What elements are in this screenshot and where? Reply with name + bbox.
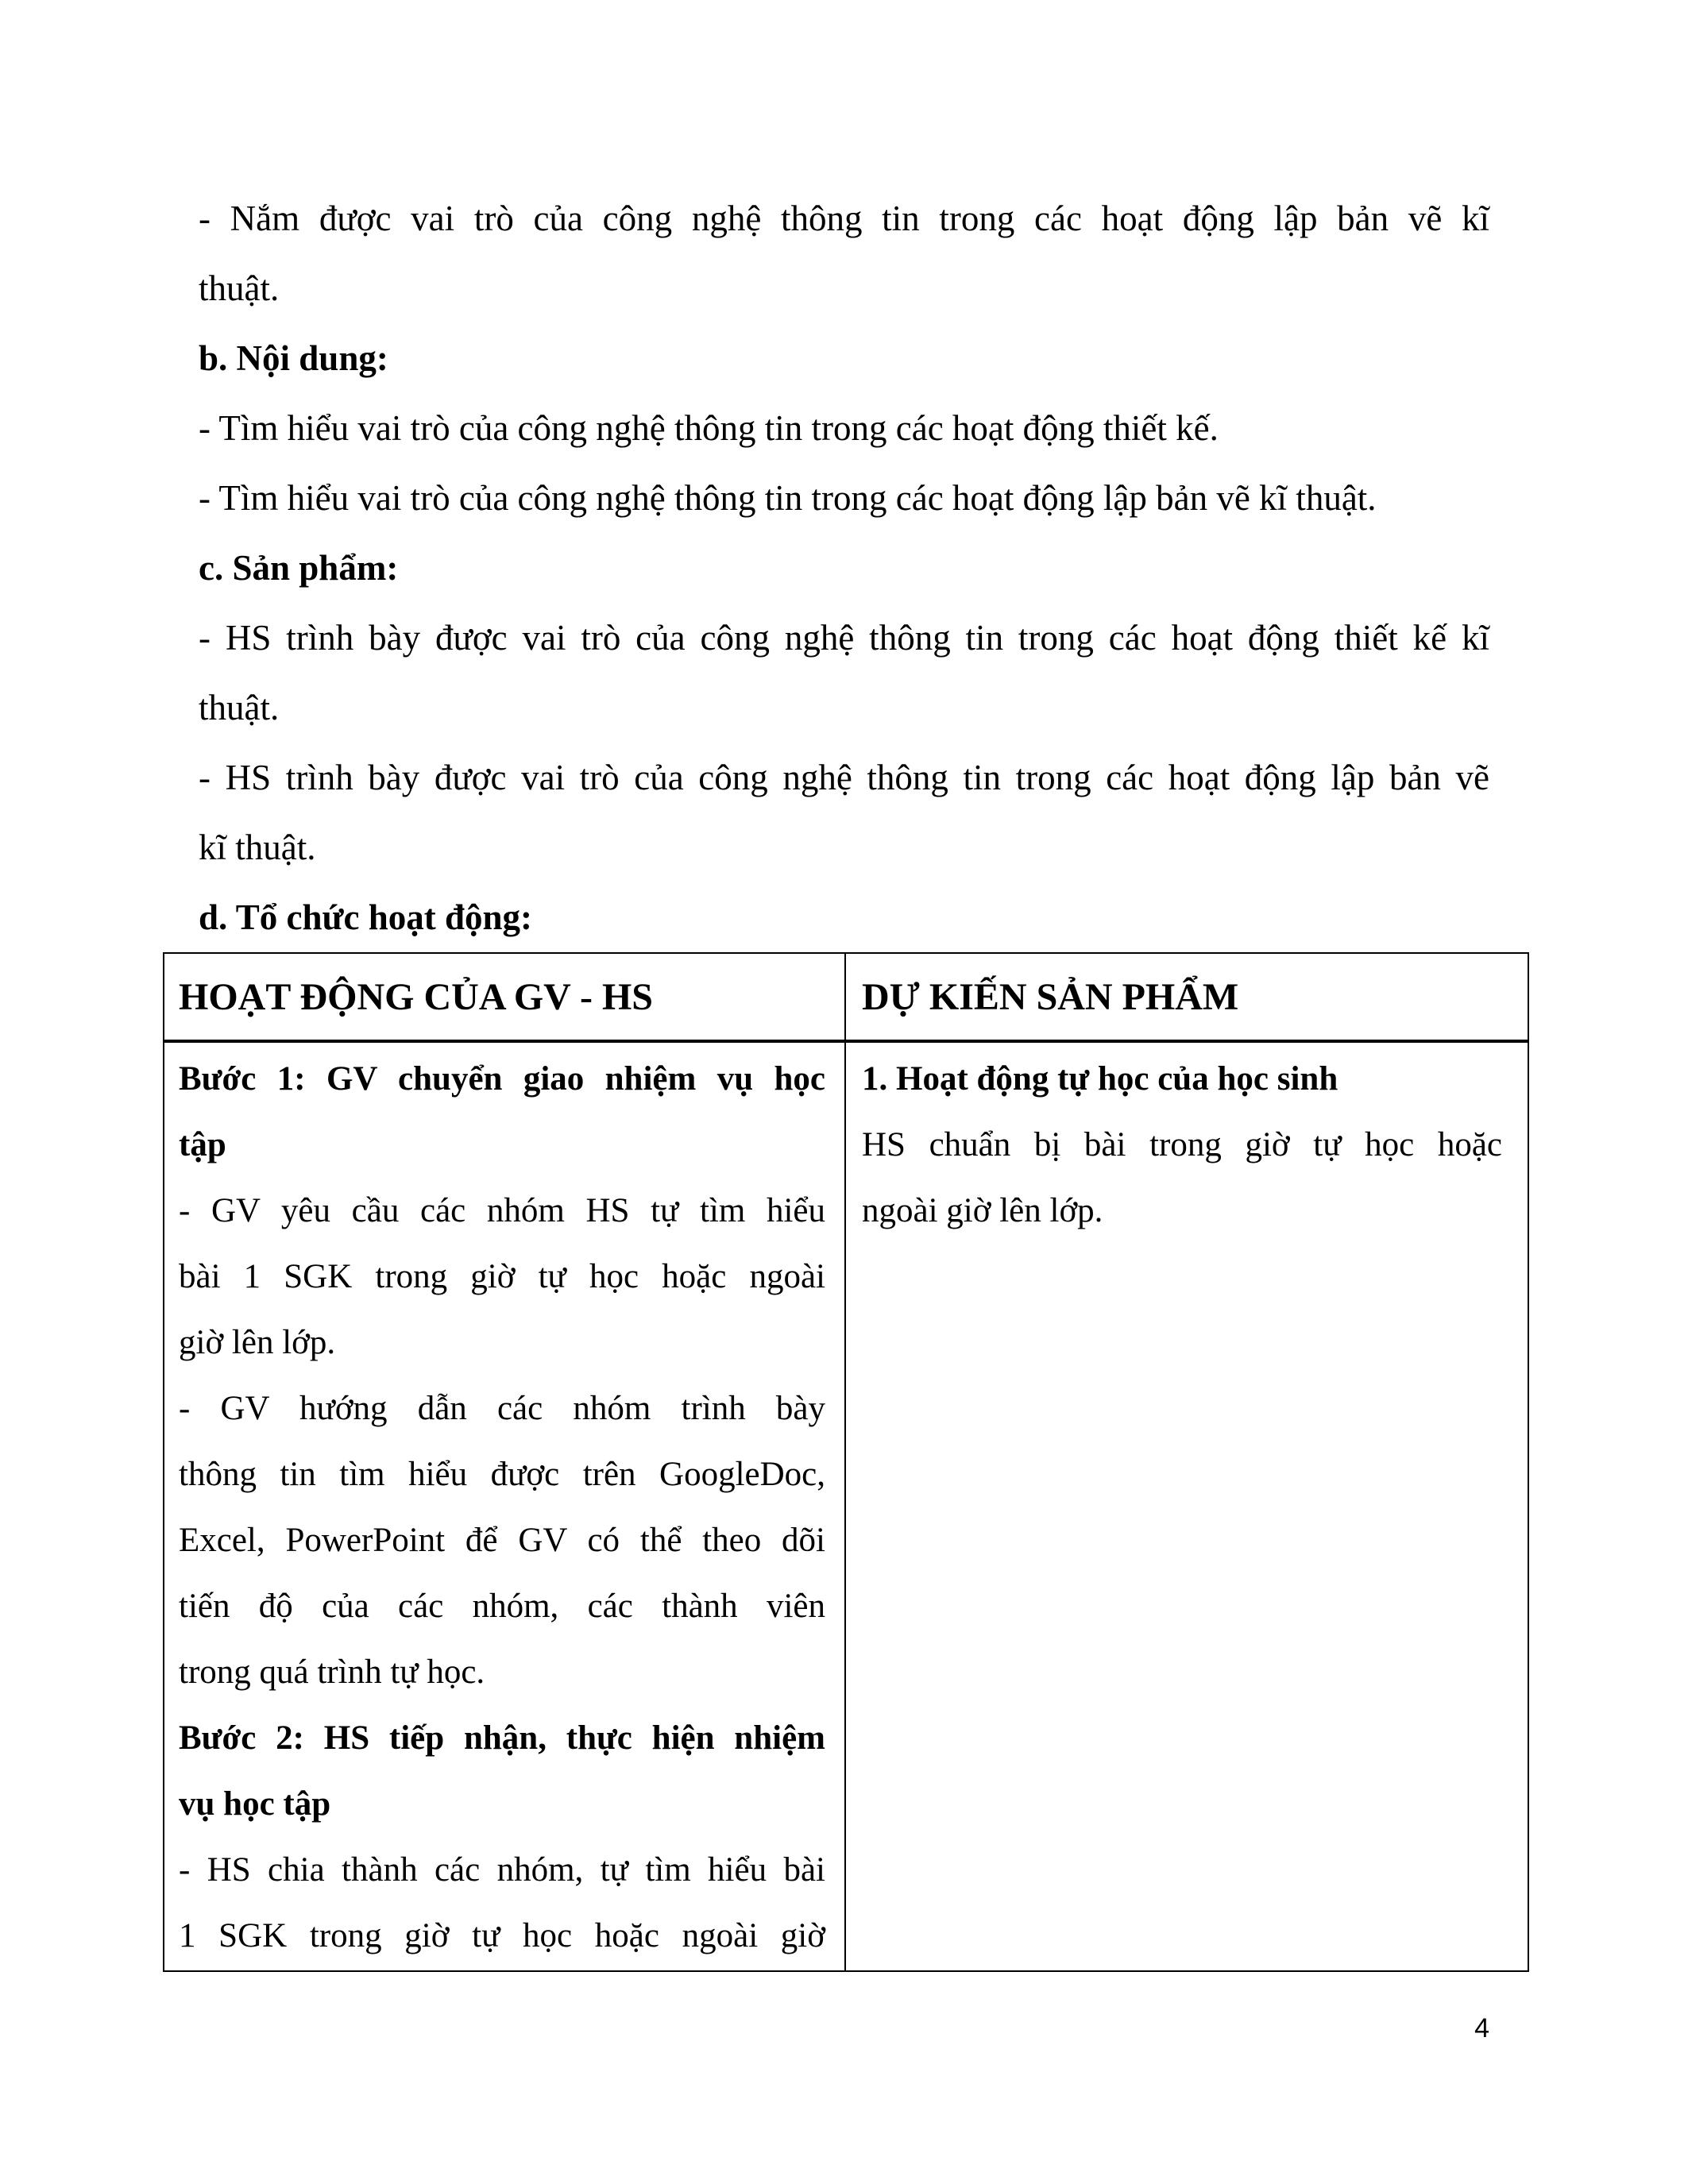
page-number: 4 (1474, 2013, 1489, 2043)
activities-cell (164, 1043, 846, 1970)
body-line: kĩ thuật. (199, 828, 316, 867)
body-line: - HS trình bày được vai trò của công nghệ thông tin trong các hoạt động lập bản vẽ (199, 758, 1489, 797)
table-cell-line: 1 SGK trong giờ tự học hoặc ngoài giờ (179, 1917, 825, 1954)
table-cell-line: - GV hướng dẫn các nhóm trình bày (179, 1390, 825, 1427)
section-heading-to-chuc-hoat-dong: d. Tổ chức hoạt động: (199, 897, 533, 937)
body-line: thuật. (199, 268, 280, 308)
section-heading-noi-dung: b. Nội dung: (199, 338, 388, 378)
body-text (199, 183, 1489, 952)
section-heading-san-pham: c. Sản phẩm: (199, 548, 399, 588)
table-cell-line: - GV yêu cầu các nhóm HS tự tìm hiểu (179, 1192, 825, 1229)
table-cell-line: trong quá trình tự học. (179, 1653, 485, 1691)
table-header-row (164, 954, 1528, 1043)
table-body-row (164, 1043, 1528, 1970)
table-cell-line: tiến độ của các nhóm, các thành viên (179, 1588, 825, 1625)
body-line: thuật. (199, 688, 280, 727)
table-header-activities (164, 954, 846, 1040)
table-cell-line: giờ lên lớp. (179, 1324, 336, 1361)
table-cell-line: thông tin tìm hiểu được trên GoogleDoc, (179, 1456, 825, 1493)
table-cell-line: tập (179, 1126, 226, 1163)
body-line: - Tìm hiểu vai trò của công nghệ thông tin trong các hoạt động thiết kế. (199, 408, 1219, 448)
body-line: - HS trình bày được vai trò của công nghệ thông tin trong các hoạt động thiết kế kĩ (199, 618, 1489, 658)
table-cell-line: HS chuẩn bị bài trong giờ tự học hoặc (862, 1126, 1502, 1163)
table-header-products (846, 954, 1528, 1040)
activities-table (163, 952, 1529, 1972)
table-cell-line: Excel, PowerPoint để GV có thể theo dõi (179, 1522, 825, 1559)
table-cell-line: vụ học tập (179, 1785, 331, 1823)
table-cell-line: Bước 1: GV chuyển giao nhiệm vụ học (179, 1060, 825, 1098)
table-header-products-label: DỰ KIẾN SẢN PHẨM (862, 975, 1239, 1018)
body-line: - Nắm được vai trò của công nghệ thông tin trong các hoạt động lập bản vẽ kĩ (199, 199, 1489, 238)
table-cell-line: bài 1 SGK trong giờ tự học hoặc ngoài (179, 1258, 825, 1295)
table-cell-line: - HS chia thành các nhóm, tự tìm hiểu bài (179, 1851, 825, 1889)
table-cell-line: Bước 2: HS tiếp nhận, thực hiện nhiệm (179, 1719, 825, 1757)
table-cell-line: 1. Hoạt động tự học của học sinh (862, 1060, 1338, 1098)
table-header-activities-label: HOẠT ĐỘNG CỦA GV - HS (179, 975, 653, 1018)
products-cell (846, 1043, 1528, 1970)
footer (199, 2014, 1489, 2043)
body-line: - Tìm hiểu vai trò của công nghệ thông tin trong các hoạt động lập bản vẽ kĩ thuật. (199, 478, 1377, 518)
table-cell-line: ngoài giờ lên lớp. (862, 1192, 1103, 1229)
